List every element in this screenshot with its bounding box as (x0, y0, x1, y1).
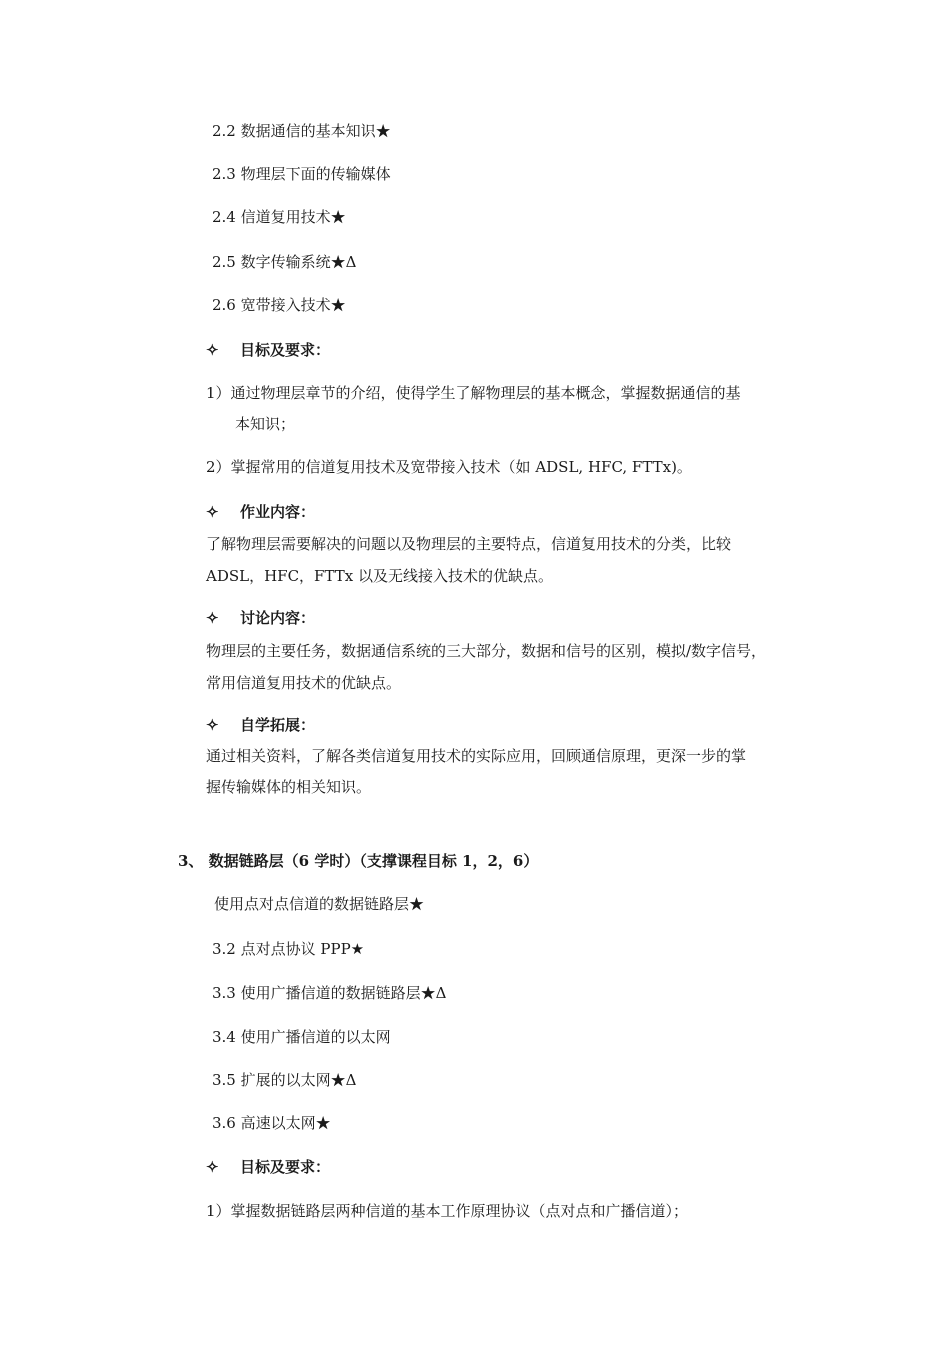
section-heading-goals-3 (206, 1157, 330, 1177)
heading-text: 自学拓展： (240, 716, 316, 734)
goal-item-1 (206, 1201, 688, 1221)
list-item: 2.4 信道复用技术★ (212, 208, 346, 226)
list-item: 2.3 物理层下面的传输媒体 (212, 165, 391, 183)
discussion-line2: 常用信道复用技术的优缺点。 (206, 674, 402, 692)
diamond-icon: ✧ (206, 609, 219, 627)
list-item: 3.3 使用广播信道的数据链路层★Δ (212, 984, 447, 1002)
diamond-icon: ✧ (206, 1158, 219, 1176)
list-item: 2.5 数字传输系统★Δ (212, 253, 357, 271)
heading-text: 目标及要求： (240, 1158, 331, 1176)
goal-item-1-line2: 本知识； (235, 415, 296, 433)
list-item: 使用点对点信道的数据链路层★ (214, 895, 425, 913)
heading-text: 目标及要求： (240, 341, 331, 359)
section-3-title: 3、 数据链路层（6 学时）（支撑课程目标 1，2，6） (178, 852, 539, 870)
diamond-icon: ✧ (206, 716, 219, 734)
selfstudy-line1: 通过相关资料，了解各类信道复用技术的实际应用，回顾通信原理，更深一步的掌 (206, 747, 747, 765)
diamond-icon: ✧ (206, 503, 219, 521)
goal-item-2 (206, 457, 692, 477)
item-number: 1） (206, 384, 231, 402)
item-number: 1） (206, 1202, 231, 1220)
list-item: 3.2 点对点协议 PPP★ (212, 940, 365, 958)
list-item: 3.5 扩展的以太网★Δ (212, 1071, 357, 1089)
section-heading-goals (206, 340, 330, 360)
heading-text: 讨论内容： (240, 609, 316, 627)
section-heading-selfstudy (206, 715, 315, 735)
goal-item-1-line1 (206, 383, 741, 403)
diamond-icon: ✧ (206, 341, 219, 359)
heading-text: 作业内容： (240, 503, 316, 521)
homework-line1: 了解物理层需要解决的问题以及物理层的主要特点，信道复用技术的分类，比较 (206, 535, 732, 553)
selfstudy-line2: 握传输媒体的相关知识。 (206, 778, 372, 796)
list-item: 3.6 高速以太网★ (212, 1114, 331, 1132)
list-item: 3.4 使用广播信道的以太网 (212, 1028, 391, 1046)
section-heading-discussion (206, 608, 315, 628)
list-item: 2.6 宽带接入技术★ (212, 296, 346, 314)
section-heading-homework (206, 502, 315, 522)
item-text: 掌握常用的信道复用技术及宽带接入技术（如 ADSL, HFC, FTTx)。 (230, 458, 692, 476)
discussion-line1: 物理层的主要任务，数据通信系统的三大部分，数据和信号的区别，模拟/数字信号， (206, 642, 767, 660)
list-item: 2.2 数据通信的基本知识★ (212, 122, 391, 140)
homework-line2: ADSL，HFC，FTTx 以及无线接入技术的优缺点。 (206, 567, 553, 585)
item-text: 掌握数据链路层两种信道的基本工作原理协议（点对点和广播信道）； (230, 1202, 689, 1220)
item-number: 2） (206, 458, 231, 476)
item-text: 通过物理层章节的介绍，使得学生了解物理层的基本概念，掌握数据通信的基 (230, 384, 741, 402)
